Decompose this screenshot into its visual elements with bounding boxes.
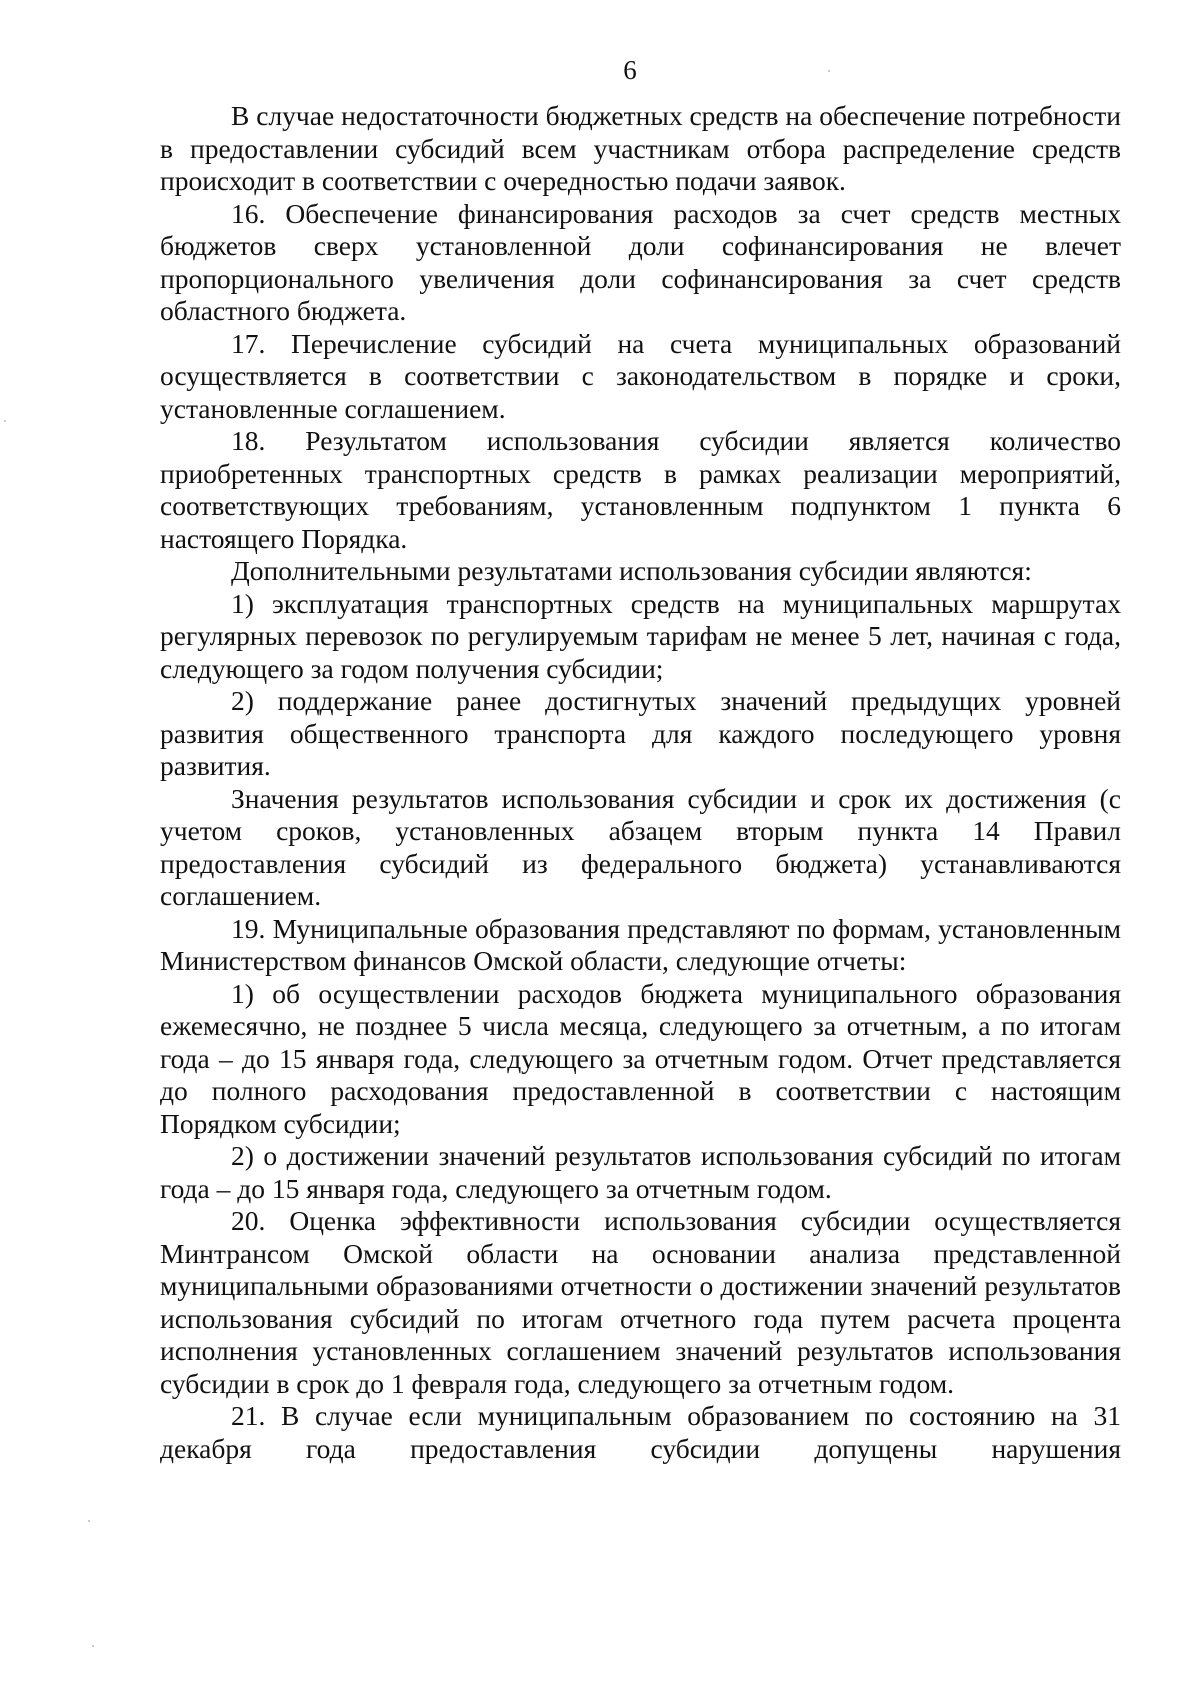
- paragraph-18-subsidy-result: 18. Результатом использования субсидии является количество приобретенных транспортных средств в рамках реализации мероприятий, соответствующих требованиям, установленным подпунктом 1 пункта 6 настоящего Порядка.: [160, 425, 1121, 554]
- paragraph-additional-result-2: 2) поддержание ранее достигнутых значений предыдущих уровней развития общественного транспорта для каждого последующего уровня развития.: [160, 685, 1121, 781]
- paragraph-additional-results: Дополнительными результатами использования субсидии являются:: [231, 555, 1032, 586]
- scan-speck: [92, 1645, 94, 1647]
- document-body: [160, 100, 1121, 1465]
- paragraph-insufficient-funds: В случае недостаточности бюджетных средств на обеспечение потребности в предоставлении субсидий всем участникам отбора распределение средств происходит в соответствии с очередностью подачи заявок.: [160, 100, 1121, 196]
- paragraph-report-2-achievement: 2) о достижении значений результатов использования субсидий по итогам года – до 15 января года, следующего за отчетным годом.: [160, 1140, 1121, 1204]
- scan-speck: [828, 70, 830, 72]
- paragraph-19-reports: 19. Муниципальные образования представляют по формам, установленным Министерством финансов Омской области, следующие отчеты:: [160, 912, 1121, 976]
- scan-speck: [4, 420, 6, 422]
- scan-speck: [88, 1520, 90, 1522]
- paragraph-report-1-expenses: 1) об осуществлении расходов бюджета муниципального образования ежемесячно, не позднее 5 числа месяца, следующего за отчетным, а по итогам года – до 15 января года, следующего за отчетным годом. Отчет представляется до полного расходования предоставленной в соответствии с настоящим Порядком субсидии;: [160, 977, 1121, 1139]
- page-number: 6: [623, 55, 637, 85]
- paragraph-result-values-deadline: Значения результатов использования субсидии и срок их достижения (с учетом сроков, установленных абзацем вторым пункта 14 Правил предоставления субсидий из федерального бюджета) устанавливаются соглашением.: [160, 782, 1121, 911]
- paragraph-21-violations: 21. В случае если муниципальным образованием по состоянию на 31 декабря года предоставления субсидии допущены нарушения: [160, 1400, 1121, 1464]
- paragraph-20-efficiency-evaluation: 20. Оценка эффективности использования субсидии осуществляется Минтрансом Омской области на основании анализа представленной муниципальными образованиями отчетности о достижении значений результатов использования субсидий по итогам отчетного года путем расчета процента исполнения установленных соглашением значений результатов использования субсидии в срок до 1 февраля года, следующего за отчетным годом.: [160, 1205, 1121, 1399]
- paragraph-17-subsidy-transfer: 17. Перечисление субсидий на счета муниципальных образований осуществляется в соответствии с законодательством в порядке и сроки, установленные соглашением.: [160, 327, 1121, 424]
- paragraph-additional-result-1: 1) эксплуатация транспортных средств на муниципальных маршрутах регулярных перевозок по регулируемым тарифам не менее 5 лет, начиная с года, следующего за годом получения субсидии;: [160, 587, 1121, 684]
- paragraph-16-local-budget-financing: 16. Обеспечение финансирования расходов за счет средств местных бюджетов сверх установленной доли софинансирования не влечет пропорционального увеличения доли софинансирования за счет средств областного бюджета.: [160, 197, 1121, 326]
